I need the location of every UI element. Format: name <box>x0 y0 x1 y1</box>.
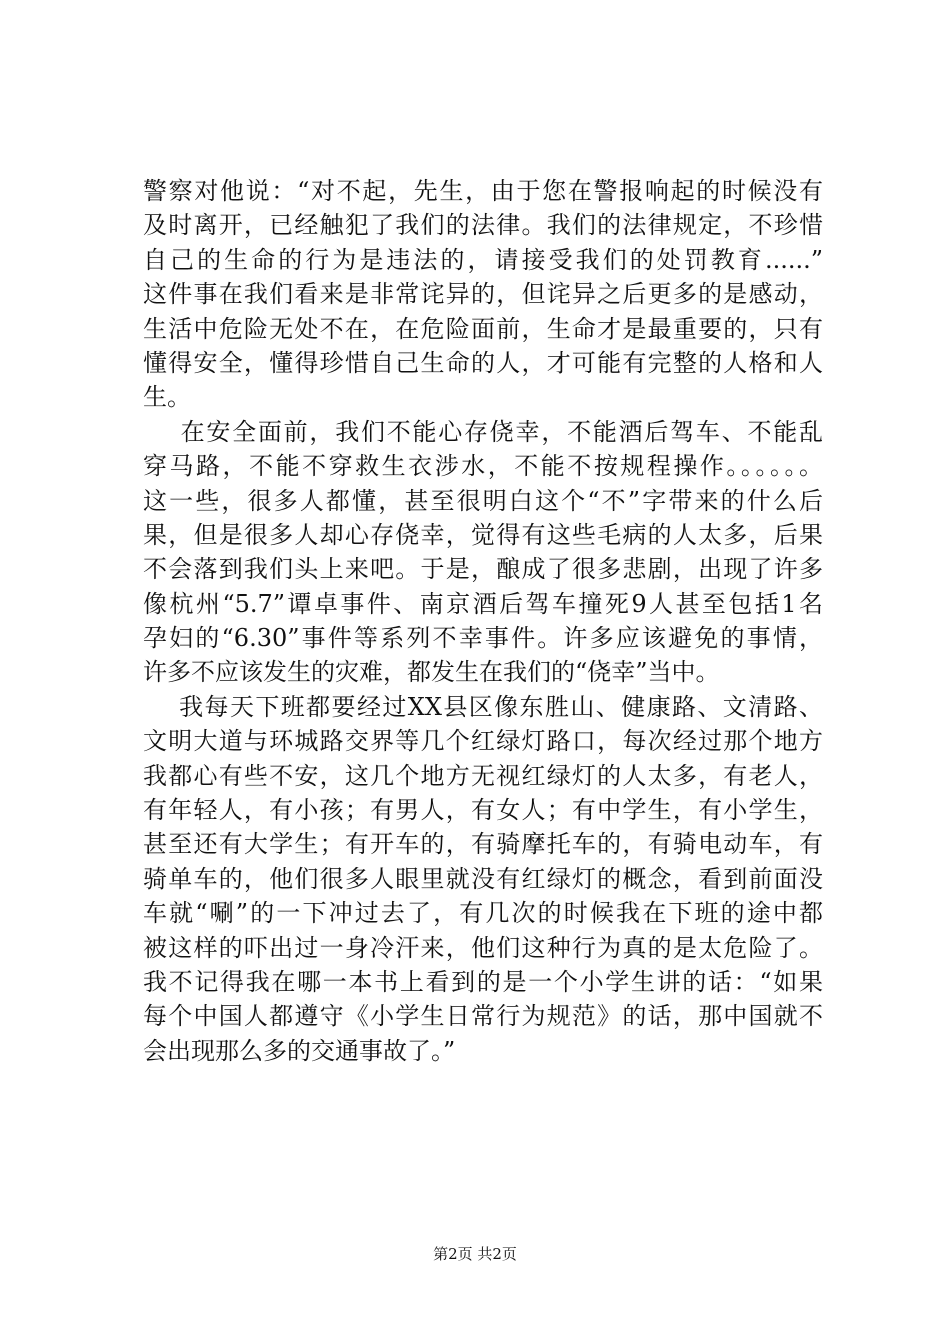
text-line: 及时离开，已经触犯了我们的法律。我们的法律规定，不珍惜 <box>143 211 823 240</box>
text-line: 穿马路，不能不穿救生衣涉水，不能不按规程操作。。。。。。 <box>143 452 823 481</box>
text-line: 文明大道与环城路交界等几个红绿灯路口，每次经过那个地方 <box>143 727 823 756</box>
text-line: 我都心有些不安，这几个地方无视红绿灯的人太多，有老人， <box>143 761 823 790</box>
text-line: 骑单车的，他们很多人眼里就没有红绿灯的概念，看到前面没 <box>143 864 823 893</box>
text-line: 每个中国人都遵守《小学生日常行为规范》的话，那中国就不 <box>143 1002 823 1031</box>
text-line: 像杭州“5.7”谭卓事件、南京酒后驾车撞死9人甚至包括1名 <box>143 589 823 618</box>
text-line: 被这样的吓出过一身冷汗来，他们这种行为真的是太危险了。 <box>143 933 823 962</box>
text-line: 我每天下班都要经过XX县区像东胜山、健康路、文清路、 <box>143 692 823 721</box>
text-line: 警察对他说：“对不起，先生，由于您在警报响起的时候没有 <box>143 177 823 205</box>
text-line: 车就“唰”的一下冲过去了，有几次的时候我在下班的途中都 <box>143 899 823 928</box>
text-line: 不会落到我们头上来吧。于是，酿成了很多悲剧，出现了许多 <box>143 555 823 584</box>
text-line: 有年轻人，有小孩；有男人，有女人；有中学生，有小学生， <box>143 796 823 825</box>
text-line: 自己的生命的行为是违法的，请接受我们的处罚教育......” <box>143 245 823 274</box>
text-line: 甚至还有大学生；有开车的，有骑摩托车的，有骑电动车，有 <box>143 830 823 859</box>
text-line: 许多不应该发生的灾难，都发生在我们的“侥幸”当中。 <box>143 658 720 687</box>
text-line: 生活中危险无处不在，在危险面前，生命才是最重要的，只有 <box>143 314 823 343</box>
text-line: 这件事在我们看来是非常诧异的，但诧异之后更多的是感动， <box>143 280 823 309</box>
text-line: 生。 <box>143 383 191 412</box>
text-line: 孕妇的“6.30”事件等系列不幸事件。许多应该避免的事情， <box>143 624 823 653</box>
text-line: 我不记得我在哪一本书上看到的是一个小学生讲的话：“如果 <box>143 967 823 996</box>
document-body <box>143 174 823 1068</box>
text-line: 在安全面前，我们不能心存侥幸，不能酒后驾车、不能乱 <box>143 417 823 446</box>
text-line: 这一些，很多人都懂，甚至很明白这个“不”字带来的什么后 <box>143 486 823 515</box>
page-footer: 第2页 共2页 <box>433 1245 517 1263</box>
text-line: 会出现那么多的交通事故了。” <box>143 1036 456 1065</box>
text-line: 果，但是很多人却心存侥幸，觉得有这些毛病的人太多，后果 <box>143 520 823 549</box>
text-line: 懂得安全，懂得珍惜自己生命的人，才可能有完整的人格和人 <box>143 348 823 377</box>
